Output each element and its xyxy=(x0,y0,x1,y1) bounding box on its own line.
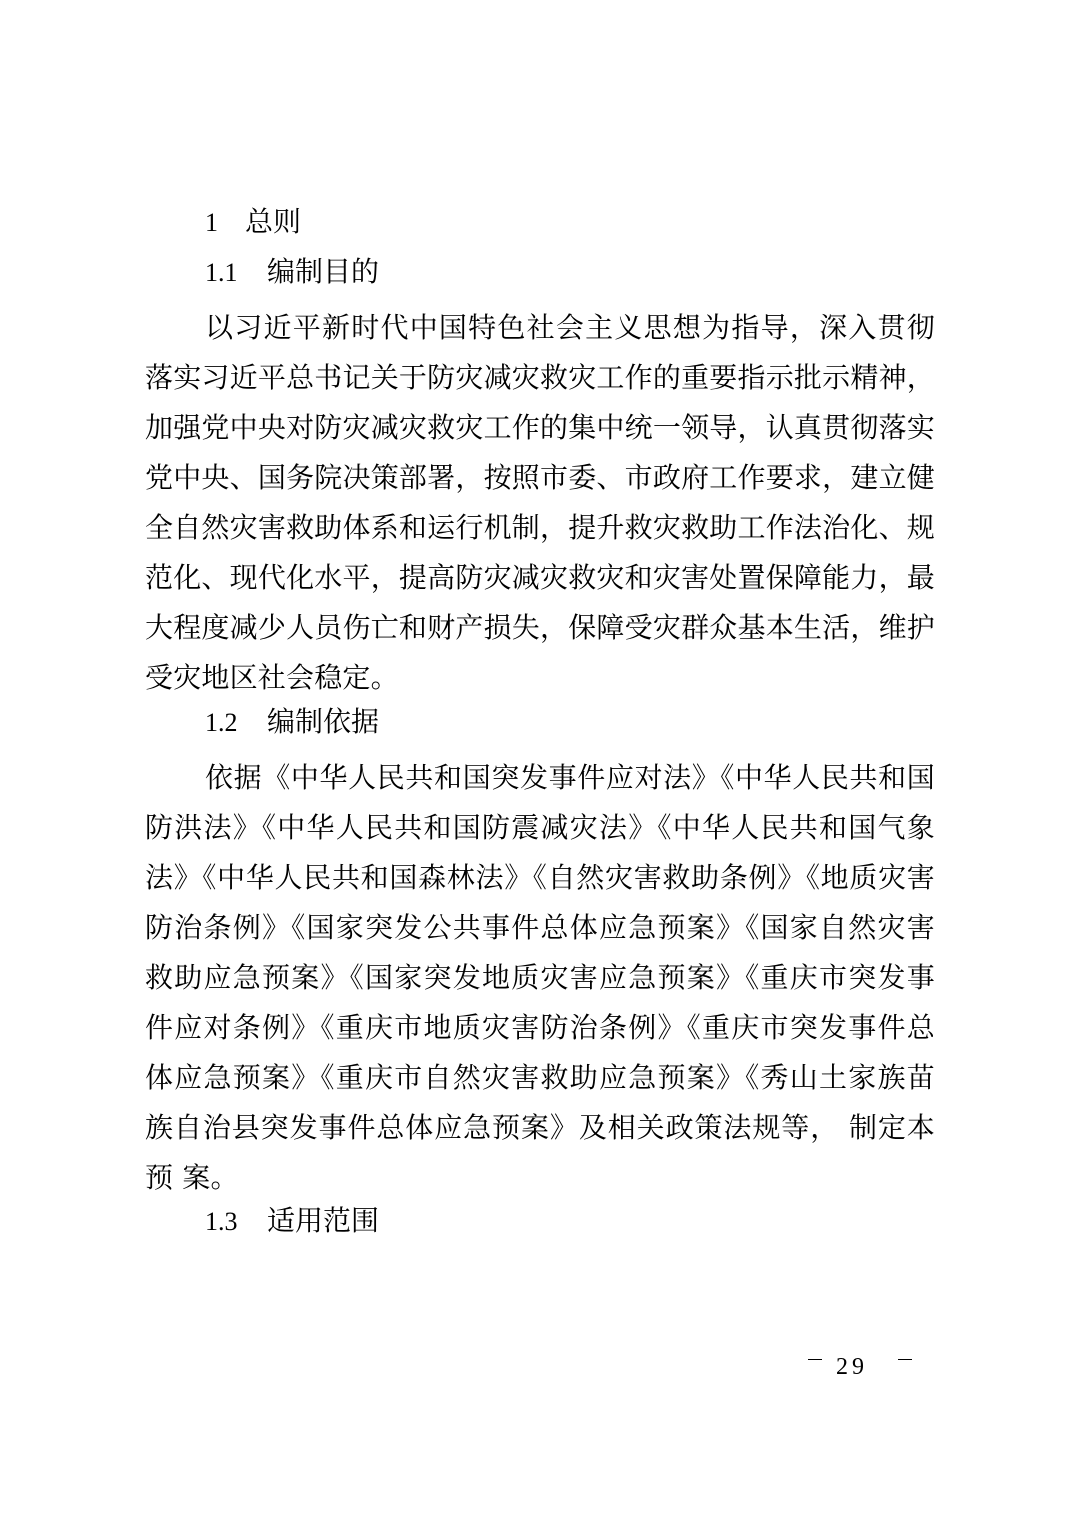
section-number: 1.1 xyxy=(205,258,238,287)
section-heading-1 xyxy=(205,205,301,240)
section-heading-1-1 xyxy=(205,255,379,290)
page-number xyxy=(808,1352,912,1382)
paragraph-purpose: 以习近平新时代中国特色社会主义思想为指导，深入贯彻落实习近平总书记关于防灾减灾救灾工作的重要指示批示精神，加强党中央对防灾减灾救灾工作的集中统一领导，认真贯彻落实党中央、国务院决策部署，按照市委、市政府工作要求，建立健全自然灾害救助体系和运行机制，提升救灾救助工作法治化、规范化、现代化水平，提高防灾减灾救灾和灾害处置保障能力，最大程度减少人员伤亡和财产损失，保障受灾群众基本生活，维护受灾地区社会稳定。 xyxy=(145,311,935,694)
section-title: 编制依据 xyxy=(267,705,380,738)
section-heading-1-2 xyxy=(205,705,379,740)
page-number-value: 29 xyxy=(836,1354,868,1380)
section-heading-1-3 xyxy=(205,1204,379,1239)
section-number: 1.2 xyxy=(205,708,238,737)
section-title: 编制目的 xyxy=(267,255,380,288)
paragraph-basis: 依据《中华人民共和国突发事件应对法》《中华人民共和国 防洪法》《中华人民共和国防震减灾法》《中华人民共和国气象 法》《中华人民共和国森林法》《自然灾害救助条例》《地质灾害 防治条例》《国家突发公共事件总体应急预案》《国家自然灾害 救助应急预案》《国家突发地质灾害应急预案》《重庆市突发事 件应对条例》《重庆市地质灾害防治条例》《重庆市突发事件总 体应急预案》《重庆市自然灾害救助应急预案》《秀山土家族苗 族自治县突发事件总体应急预案》及相关政策法规等， 制定本预 案。 xyxy=(145,761,935,1194)
section-number: 1 xyxy=(205,208,218,237)
section-title: 适用范围 xyxy=(267,1204,380,1237)
section-title: 总则 xyxy=(245,205,302,238)
page-number-dash-left xyxy=(808,1359,822,1360)
section-number: 1.3 xyxy=(205,1207,238,1236)
page-number-dash-right xyxy=(898,1359,912,1360)
